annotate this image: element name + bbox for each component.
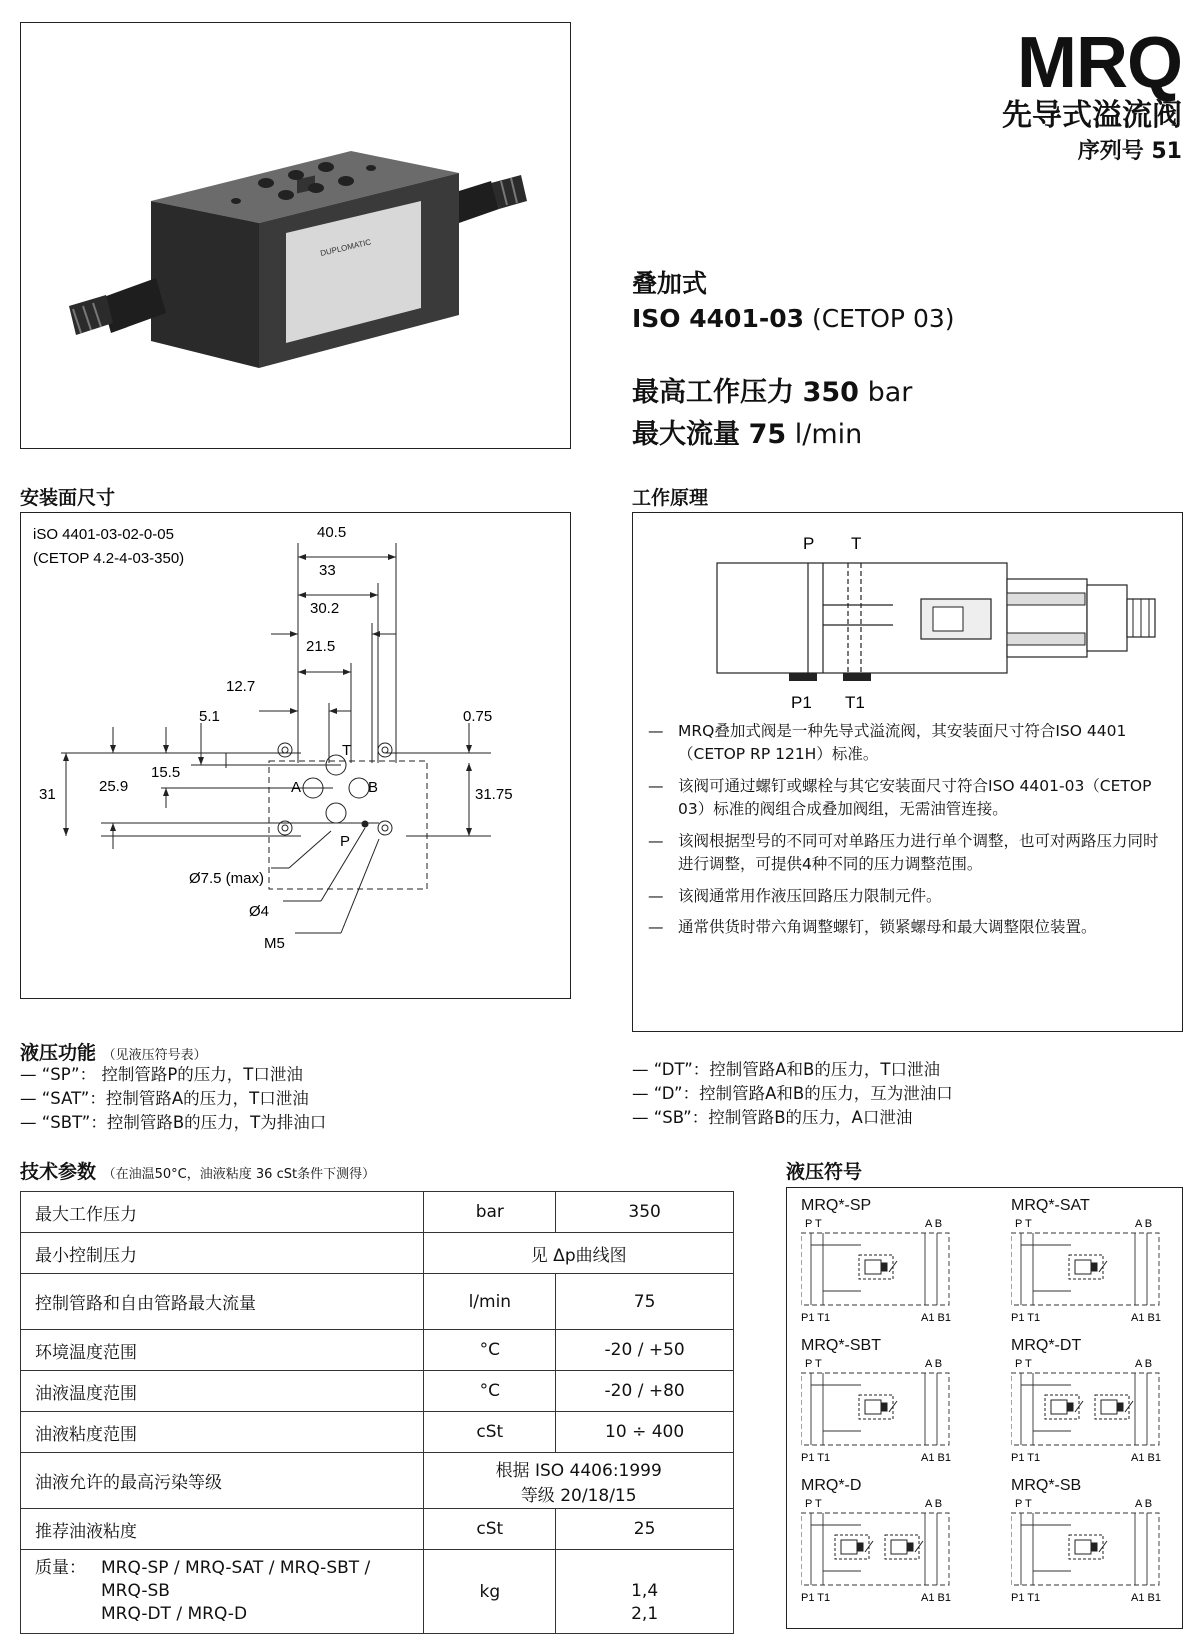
principle-bullet-2: — 该阀可通过螺钉或螺栓与其它安装面尺寸符合ISO 4401-03（CETOP 03）标准的阀组合成叠加阀组，无需油管连接。 (648, 777, 1152, 818)
principle-bullet-3: — 该阀根据型号的不同可对单路压力进行单个调整，也可对两路压力同时进行调整，可提供4种不同的压力调整范围。 (648, 832, 1159, 873)
function-sbt: — “SBT”：控制管路B的压力，T为排油口 (20, 1113, 327, 1132)
tech-value: 10 ÷ 400 (556, 1412, 734, 1453)
symbol-name: MRQ*-SBT (801, 1337, 881, 1354)
tech-value: -20 / +50 (556, 1330, 734, 1371)
tech-param: 油液允许的最高污染等级 (21, 1453, 424, 1509)
dim-dia-7-5: Ø7.5 (max) (189, 870, 265, 887)
symbol-port-bottom-left: P1 T1 (1011, 1452, 1041, 1464)
principle-diagram (633, 513, 1181, 713)
symbol-port-top-right: A B (1135, 1218, 1153, 1230)
mass-models-3: MRQ-DT / MRQ-D (101, 1604, 248, 1624)
symbol-port-top-left: P T (805, 1218, 822, 1230)
table-row (21, 1453, 734, 1509)
product-name: 先导式溢流阀 (1002, 98, 1182, 133)
function-sp: — “SP”： 控制管路P的压力，T口泄油 (20, 1065, 303, 1084)
symbol-port-top-left: P T (1015, 1218, 1032, 1230)
tech-unit: cSt (424, 1412, 556, 1453)
pressure-unit: bar (867, 377, 913, 408)
tech-value: 75 (556, 1274, 734, 1330)
symbol-port-bottom-right: A1 B1 (921, 1452, 951, 1464)
brand-plate: DUPLOMATIC (319, 237, 372, 258)
relief-valve-icon (859, 1395, 897, 1419)
symbol-cell (1011, 1197, 1191, 1322)
table-row (21, 1371, 734, 1412)
dim-25-9: 25.9 (99, 778, 129, 795)
principle-port-t: T (851, 534, 862, 553)
symbol-port-top-left: P T (1015, 1498, 1032, 1510)
iso-suffix: (CETOP 03) (811, 304, 955, 333)
table-row (21, 1233, 734, 1274)
dim-33: 33 (319, 562, 336, 579)
hydraulic-symbol-icon (1011, 1355, 1171, 1465)
symbol-port-top-left: P T (805, 1358, 822, 1370)
flow-label: 最大流量 (632, 419, 740, 450)
principle-bullet-4: — 该阀通常用作液压回路压力限制元件。 (648, 887, 942, 905)
series-number: 序列号 51 (1077, 139, 1182, 164)
mounting-standard-cetop: (CETOP 4.2-4-03-350) (33, 550, 185, 567)
tech-value (424, 1453, 734, 1509)
symbol-port-bottom-left: P1 T1 (1011, 1312, 1041, 1324)
function-d: — “D”：控制管路A和B的压力，互为泄油口 (632, 1084, 953, 1103)
relief-valve-icon (859, 1255, 897, 1279)
principle-frame (632, 512, 1183, 1032)
symbol-port-top-right: A B (925, 1358, 943, 1370)
tech-table (20, 1191, 734, 1634)
symbol-name: MRQ*-SP (801, 1197, 872, 1214)
port-p-label: P (340, 833, 351, 850)
tech-param: 油液温度范围 (21, 1371, 424, 1412)
symbol-port-bottom-left: P1 T1 (801, 1312, 831, 1324)
tech-value: 350 (556, 1192, 734, 1233)
tech-unit: °C (424, 1371, 556, 1412)
tech-param: 最小控制压力 (21, 1233, 424, 1274)
mounting-diagram-frame (20, 512, 571, 999)
symbol-name: MRQ*-D (801, 1477, 862, 1494)
tech-note: （在油温50°C，油液粘度 36 cSt条件下测得） (102, 1167, 376, 1182)
tech-unit: cSt (424, 1509, 556, 1550)
mass-models-2: MRQ-SB (101, 1581, 170, 1601)
relief-valve-icon (1095, 1395, 1133, 1419)
symbol-port-top-right: A B (1135, 1498, 1153, 1510)
functions-title: 液压功能 （见液压符号表） (20, 1042, 207, 1064)
symbol-port-bottom-right: A1 B1 (921, 1592, 951, 1604)
table-row (21, 1509, 734, 1550)
symbol-port-bottom-right: A1 B1 (1131, 1452, 1161, 1464)
tech-value: 见 Δp曲线图 (424, 1233, 734, 1274)
symbol-cell (1011, 1477, 1191, 1602)
port-t-label: T (342, 742, 352, 759)
table-row-mass (21, 1550, 734, 1634)
tech-param: 油液粘度范围 (21, 1412, 424, 1453)
dim-15-5: 15.5 (151, 764, 181, 781)
functions-right (632, 1058, 953, 1130)
pressure-label: 最高工作压力 (632, 377, 794, 408)
function-sat: — “SAT”：控制管路A的压力，T口泄油 (20, 1089, 309, 1108)
symbol-cell (801, 1197, 981, 1322)
contamination-standard: 根据 ISO 4406:1999 (495, 1460, 662, 1481)
mass-values (556, 1550, 734, 1634)
mass-label: 质量： (35, 1558, 86, 1578)
tech-param: 推荐油液粘度 (21, 1509, 424, 1550)
dim-30-2: 30.2 (310, 600, 340, 617)
functions-note: （见液压符号表） (102, 1048, 207, 1063)
table-row (21, 1330, 734, 1371)
function-sb: — “SB”：控制管路B的压力，A口泄油 (632, 1108, 913, 1127)
relief-valve-icon (1045, 1395, 1083, 1419)
table-row (21, 1192, 734, 1233)
tech-unit: °C (424, 1330, 556, 1371)
relief-valve-icon (885, 1535, 923, 1559)
hydraulic-symbol-icon (801, 1215, 961, 1325)
mounting-standard: iSO 4401-03-02-0-05 (33, 526, 174, 543)
symbol-cell (801, 1337, 981, 1462)
relief-valve-icon (1069, 1255, 1107, 1279)
flow-value: 75 (748, 419, 787, 450)
max-pressure (632, 370, 912, 409)
mass-param (21, 1550, 424, 1634)
mounting-title: 安装面尺寸 (20, 487, 116, 509)
pressure-value: 350 (802, 377, 859, 408)
symbol-name: MRQ*-SB (1011, 1477, 1082, 1494)
symbol-port-top-right: A B (925, 1498, 943, 1510)
iso-label: ISO 4401-03 (632, 304, 805, 333)
table-row (21, 1412, 734, 1453)
hydraulic-symbol-icon (1011, 1495, 1171, 1605)
tech-param: 环境温度范围 (21, 1330, 424, 1371)
symbol-cell (801, 1477, 981, 1602)
product-photo-frame (20, 22, 571, 449)
dim-0-75: 0.75 (463, 708, 493, 725)
tech-title: 技术参数 （在油温50°C，油液粘度 36 cSt条件下测得） (20, 1161, 376, 1183)
symbol-port-bottom-right: A1 B1 (921, 1312, 951, 1324)
symbol-port-bottom-right: A1 B1 (1131, 1312, 1161, 1324)
symbol-name: MRQ*-SAT (1011, 1197, 1090, 1214)
symbol-port-top-left: P T (805, 1498, 822, 1510)
tech-param: 控制管路和自由管路最大流量 (21, 1274, 424, 1330)
hydraulic-symbol-icon (1011, 1215, 1171, 1325)
function-dt: — “DT”：控制管路A和B的压力，T口泄油 (632, 1060, 940, 1079)
relief-valve-icon (1069, 1535, 1107, 1559)
relief-valve-icon (835, 1535, 873, 1559)
tech-unit: l/min (424, 1274, 556, 1330)
tech-param: 最大工作压力 (21, 1192, 424, 1233)
port-b-label: B (368, 779, 379, 796)
principle-port-t1: T1 (845, 693, 865, 712)
principle-title: 工作原理 (632, 487, 709, 509)
mount-type: 叠加式 (632, 269, 708, 298)
symbol-port-bottom-left: P1 T1 (1011, 1592, 1041, 1604)
symbol-port-top-left: P T (1015, 1358, 1032, 1370)
symbols-title: 液压符号 (786, 1161, 863, 1183)
port-a-label: A (291, 779, 302, 796)
iso-standard (632, 304, 955, 333)
hydraulic-symbol-icon (801, 1495, 961, 1605)
functions-left (20, 1063, 326, 1135)
product-code: MRQ (1017, 23, 1182, 103)
principle-bullet-5: — 通常供货时带六角调整螺钉，锁紧螺母和最大调整限位装置。 (648, 918, 1097, 936)
dim-31: 31 (39, 786, 56, 803)
hydraulic-symbol-icon (801, 1355, 961, 1465)
dim-m5: M5 (264, 935, 285, 952)
product-photo (21, 23, 569, 447)
tech-unit: bar (424, 1192, 556, 1233)
mass-unit: kg (424, 1550, 556, 1634)
principle-bullet-1: — MRQ叠加式阀是一种先导式溢流阀，其安装面尺寸符合ISO 4401 （CETOP RP 121H）标准。 (648, 722, 1127, 763)
principle-port-p: P (803, 534, 815, 553)
mass-value-2: 2,1 (631, 1604, 659, 1624)
dim-21-5: 21.5 (306, 638, 336, 655)
dim-40-5: 40.5 (317, 524, 347, 541)
max-flow (632, 412, 862, 451)
symbol-name: MRQ*-DT (1011, 1337, 1082, 1354)
principle-port-p1: P1 (791, 693, 812, 712)
dim-dia-4: Ø4 (249, 903, 270, 920)
mass-value-1: 1,4 (631, 1581, 659, 1601)
table-row (21, 1274, 734, 1330)
tech-value: 25 (556, 1509, 734, 1550)
tech-value: -20 / +80 (556, 1371, 734, 1412)
contamination-class: 等级 20/18/15 (520, 1485, 637, 1506)
symbol-cell (1011, 1337, 1191, 1462)
flow-unit: l/min (794, 419, 863, 450)
symbol-port-top-right: A B (925, 1218, 943, 1230)
dim-5-1: 5.1 (199, 708, 220, 725)
symbol-port-top-right: A B (1135, 1358, 1153, 1370)
symbol-port-bottom-right: A1 B1 (1131, 1592, 1161, 1604)
dim-12-7: 12.7 (226, 678, 256, 695)
symbol-port-bottom-left: P1 T1 (801, 1452, 831, 1464)
mass-models-1: MRQ-SP / MRQ-SAT / MRQ-SBT / (101, 1558, 371, 1578)
symbol-port-bottom-left: P1 T1 (801, 1592, 831, 1604)
dim-31-75: 31.75 (475, 786, 513, 803)
mounting-diagram (21, 513, 569, 997)
